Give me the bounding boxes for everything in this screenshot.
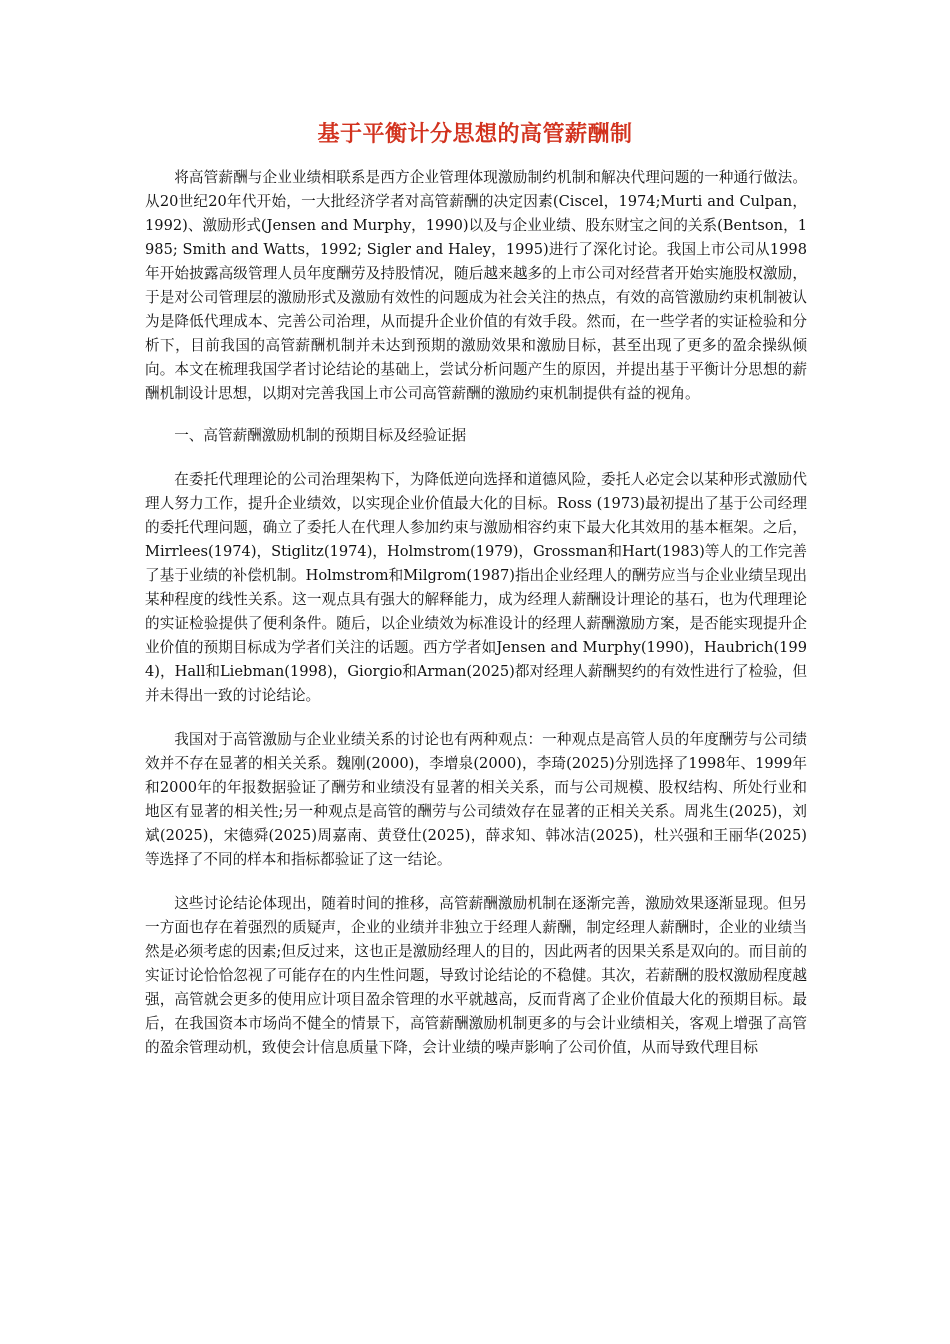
body-paragraph: 我国对于高管激励与企业业绩关系的讨论也有两种观点：一种观点是高管人员的年度酬劳与公司绩效并不存在显著的相关关系。魏刚(2000)，李增泉(2000)，李琦(2025)分别选择了1998年、1999年和2000年的年报数据验证了酬劳和业绩没有显著的相关关系，而与公司规模、股权结构、所处行业和地区有显著的相关性;另一种观点是高管的酬劳与公司绩效存在显著的正相关关系。周兆生(2025)，刘斌(2025)，宋德舜(2025)周嘉南、黄登仕(2025)，薛求知、韩冰洁(2025)，杜兴强和王丽华(2025)等选择了不同的样本和指标都验证了这一结论。 xyxy=(145,731,807,868)
body-paragraph: 这些讨论结论体现出，随着时间的推移，高管薪酬激励机制在逐渐完善，激励效果逐渐显现。但另一方面也存在着强烈的质疑声，企业的业绩并非独立于经理人薪酬，制定经理人薪酬时，企业的业绩当然是必须考虑的因素;但反过来，这也正是激励经理人的目的，因此两者的因果关系是双向的。而目前的实证讨论恰恰忽视了可能存在的内生性问题，导致讨论结论的不稳健。其次，若薪酬的股权激励程度越强，高管就会更多的使用应计项目盈余管理的水平就越高，反而背离了企业价值最大化的预期目标。最后，在我国资本市场尚不健全的情景下，高管薪酬激励机制更多的与会计业绩相关，客观上增强了高管的盈余管理动机，致使会计信息质量下降，会计业绩的噪声影响了公司价值，从而导致代理目标 xyxy=(145,895,807,1056)
document-title: 基于平衡计分思想的高管薪酬制 xyxy=(317,122,633,147)
intro-paragraph: 将高管薪酬与企业业绩相联系是西方企业管理体现激励制约机制和解决代理问题的一种通行做法。从20世纪20年代开始，一大批经济学者对高管薪酬的决定因素(Ciscel，1974;Murti and Culpan，1992)、激励形式(Jensen and Murphy，1990)以及与企业业绩、股东财宝之间的关系(Bentson，1985; Smith and Watts，1992; Sigler and Haley，1995)进行了深化讨论。我国上市公司从1998年开始披露高级管理人员年度酬劳及持股情况，随后越来越多的上市公司对经营者开始实施股权激励，于是对公司管理层的激励形式及激励有效性的问题成为社会关注的热点，有效的高管激励约束机制被认为是降低代理成本、完善公司治理，从而提升企业价值的有效手段。然而，在一些学者的实证检验和分析下，目前我国的高管薪酬机制并未达到预期的激励效果和激励目标，甚至出现了更多的盈余操纵倾向。本文在梳理我国学者讨论结论的基础上，尝试分析问题产生的原因，并提出基于平衡计分思想的薪酬机制设计思想，以期对完善我国上市公司高管薪酬的激励约束机制提供有益的视角。 xyxy=(145,169,807,402)
document-body xyxy=(145,166,807,1060)
section-heading: 一、高管薪酬激励机制的预期目标及经验证据 xyxy=(174,427,467,444)
body-paragraph: 在委托代理理论的公司治理架构下，为降低逆向选择和道德风险，委托人必定会以某种形式激励代理人努力工作，提升企业绩效，以实现企业价值最大化的目标。Ross (1973)最初提出了基于公司经理的委托代理问题，确立了委托人在代理人参加约束与激励相容约束下最大化其效用的基本框架。之后，Mirrlees(1974)，Stiglitz(1974)，Holmstrom(1979)，Grossman和Hart(1983)等人的工作完善了基于业绩的补偿机制。Holmstrom和Milgrom(1987)指出企业经理人的酬劳应当与企业业绩呈现出某种程度的线性关系。这一观点具有强大的解释能力，成为经理人薪酬设计理论的基石，也为代理理论的实证检验提供了便利条件。随后，以企业绩效为标准设计的经理人薪酬激励方案，是否能实现提升企业价值的预期目标成为学者们关注的话题。西方学者如Jensen and Murphy(1990)，Haubrich(1994)，Hall和Liebman(1998)，Giorgio和Arman(2025)都对经理人薪酬契约的有效性进行了检验，但并未得出一致的讨论结论。 xyxy=(145,471,807,704)
